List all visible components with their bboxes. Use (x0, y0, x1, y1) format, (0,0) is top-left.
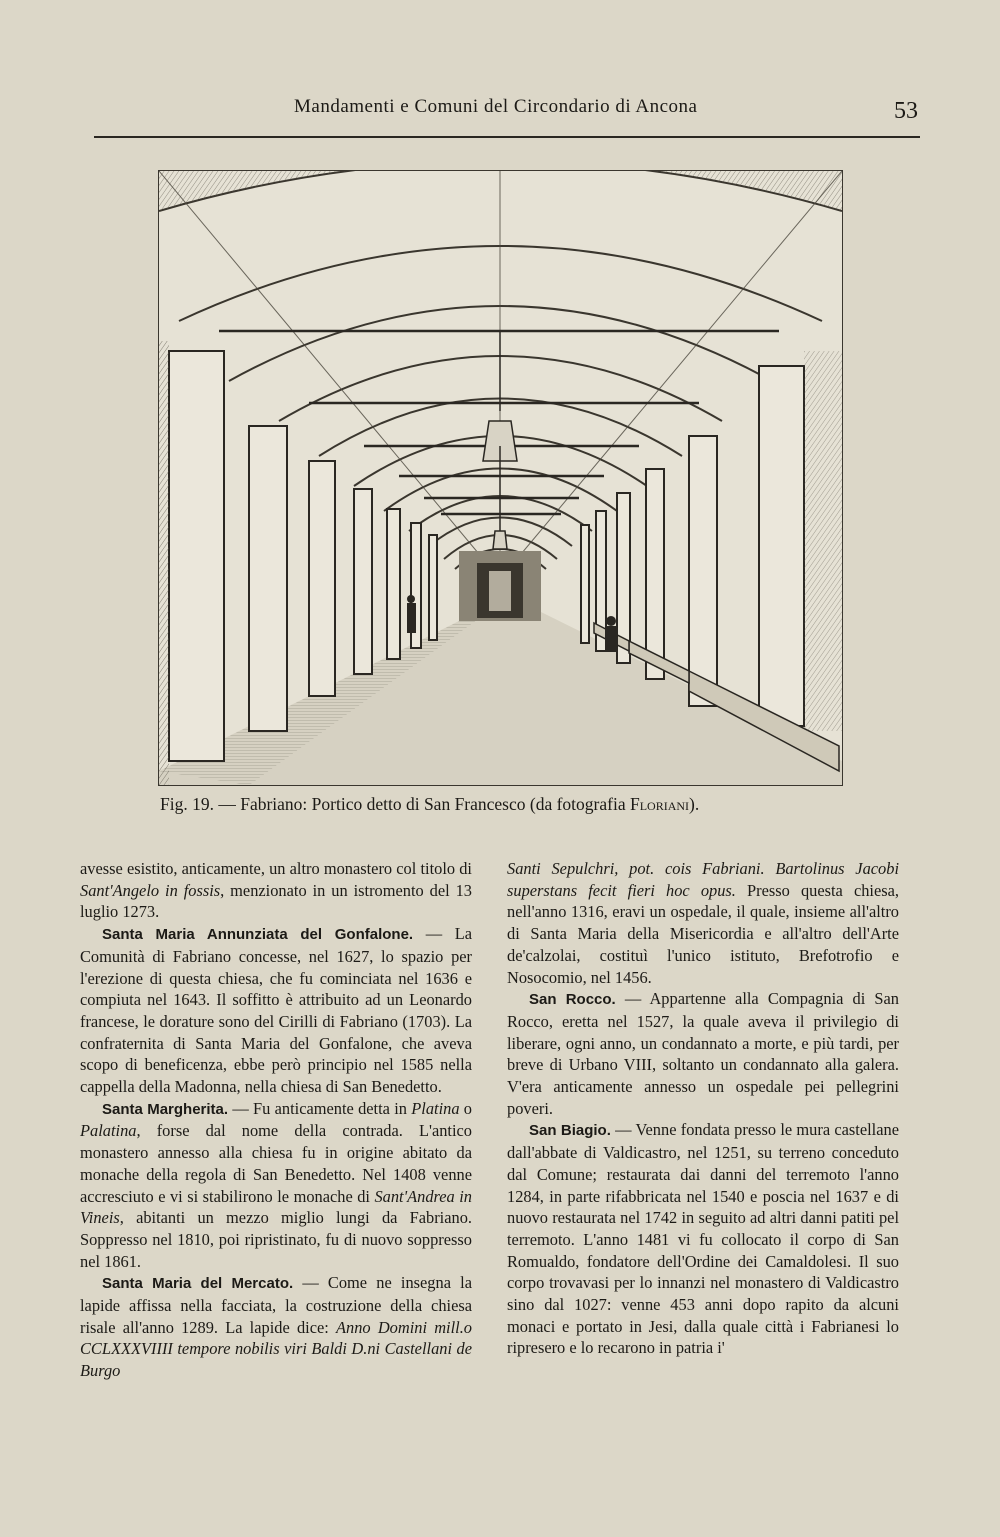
figure-caption (160, 794, 850, 815)
text-run: — Come ne insegna la lapide affissa nella facciata, la costruzione della chiesa risale all'anno 1289. La lapide dice: (80, 1273, 472, 1337)
running-title: Mandamenti e Comuni del Circondario di Ancona (294, 96, 698, 117)
left-column (80, 858, 472, 1382)
photographer-credit: Floriani (629, 794, 690, 814)
entry-santa-maria-del-mercato (80, 1272, 472, 1382)
italic-text: Palatina (80, 1121, 137, 1141)
text-run: — Venne fondata presso le mura castellane dall'abbate di Valdicastro, nel 1251, su terreno conceduto dal Comune; restaurata dai danni del terremoto l'anno 1284, in parte rifabbricata nel 1540 e poscia nel 1637 e di nuovo restaurata nel 1742 in seguito ad altri danni patiti pel terremoto. L'anno 1481 vi fu collocato il corpo di San Romualdo, fondatore dell'Ordine dei Camaldolesi. Il suo corpo trovavasi per lo innanzi nel monastero di Valdicastro sino dal 1027: venne 453 anni dopo rapito da alcuni monaci e portato in Jesi, dalla quale città i Fabrianesi lo ripresero e lo recarono in patria i' (507, 1120, 899, 1358)
italic-text: Sant'Angelo in fossis (80, 880, 221, 900)
text-run: , menzionato in un istromento del 13 luglio 1273. (80, 880, 472, 922)
text-run: — Appartenne alla Compagnia di San Rocco, eretta nel 1527, la quale aveva il privilegio di liberare, ogni anno, un condannato a morte, e più tardi, per breve di Urbano VIII, soltanto un condannato alla galera. V'era anticamente annesso un ospedale pei pellegrini poveri. (507, 989, 899, 1118)
italic-text: Platina (411, 1098, 460, 1118)
text-run: o (459, 1098, 472, 1118)
entry-title: Santa Maria del Mercato. (102, 1275, 294, 1293)
portico-engraving-illustration (159, 171, 842, 785)
entry-title: San Rocco. (529, 991, 616, 1009)
entry-title: Santa Maria Annunziata del Gonfalone. (102, 926, 414, 944)
caption-tail: ). (689, 794, 700, 814)
text-run: avesse esistito, anticamente, un altro monastero col titolo di (80, 859, 472, 878)
caption-label: Fig. 19. — Fabriano: Portico detto di San Francesco (da fotografia (160, 794, 630, 814)
text-run: Presso questa chiesa, nell'anno 1316, eravi un ospedale, il quale, insieme all'altro di Santa Maria della Misericordia e all'altro dell'Arte de'calzolai, costituì l'unico istituto, Brefotrofio e Nosocomio, nel 1456. (507, 880, 899, 987)
paragraph (507, 858, 899, 988)
text-run: — La Comunità di Fabriano concesse, nel 1627, lo spazio per l'erezione di questa chiesa, che fu cominciata nel 1636 e compiuta nel 1643. Il soffitto è attribuito ad un Leonardo francese, le dorature sono del Cirilli di Fabriano (1703). La confraternita di Santa Maria del Gonfalone, che aveva scopo di beneficenza, ebbe però principio nel 1585 nella cappella della Madonna, nella chiesa di San Benedetto. (80, 924, 472, 1097)
text-run: , abitanti un mezzo miglio lungi da Fabriano. Soppresso nel 1810, poi ripristinato, fu di nuovo soppresso nel 1861. (80, 1208, 472, 1271)
page-number: 53 (894, 98, 918, 124)
paragraph (80, 858, 472, 923)
italic-text: Anno Domini mill.o CCLXXXVIIII tempore nobilis viri Baldi D.ni Castellani de Burgo (80, 1317, 472, 1381)
engraving-portico (158, 170, 843, 786)
italic-text: Sant'Andrea in Vineis (80, 1186, 472, 1228)
entry-san-biagio (507, 1119, 899, 1359)
entry-santa-margherita (80, 1098, 472, 1273)
page-header (94, 96, 920, 138)
entry-title: Santa Margherita. (102, 1100, 229, 1118)
entry-title: San Biagio. (529, 1122, 611, 1140)
entry-santa-maria-annunziata (80, 923, 472, 1098)
show-through-left (80, 170, 160, 710)
text-run: — Fu anticamente detta in (228, 1098, 412, 1118)
entry-san-rocco (507, 988, 899, 1119)
italic-text: Santi Sepulchri, pot. cois Fabriani. Bartolinus Jacobi superstans fecit fieri hoc opus. (507, 859, 899, 900)
right-column (507, 858, 899, 1359)
text-run: , forse dal nome della contrada. L'antico monastero annesso alla chiesa fu in origine abitato da monache della regola di San Benedetto. Nel 1408 venne accresciuto e vi si stabilirono le monache di (80, 1121, 472, 1206)
